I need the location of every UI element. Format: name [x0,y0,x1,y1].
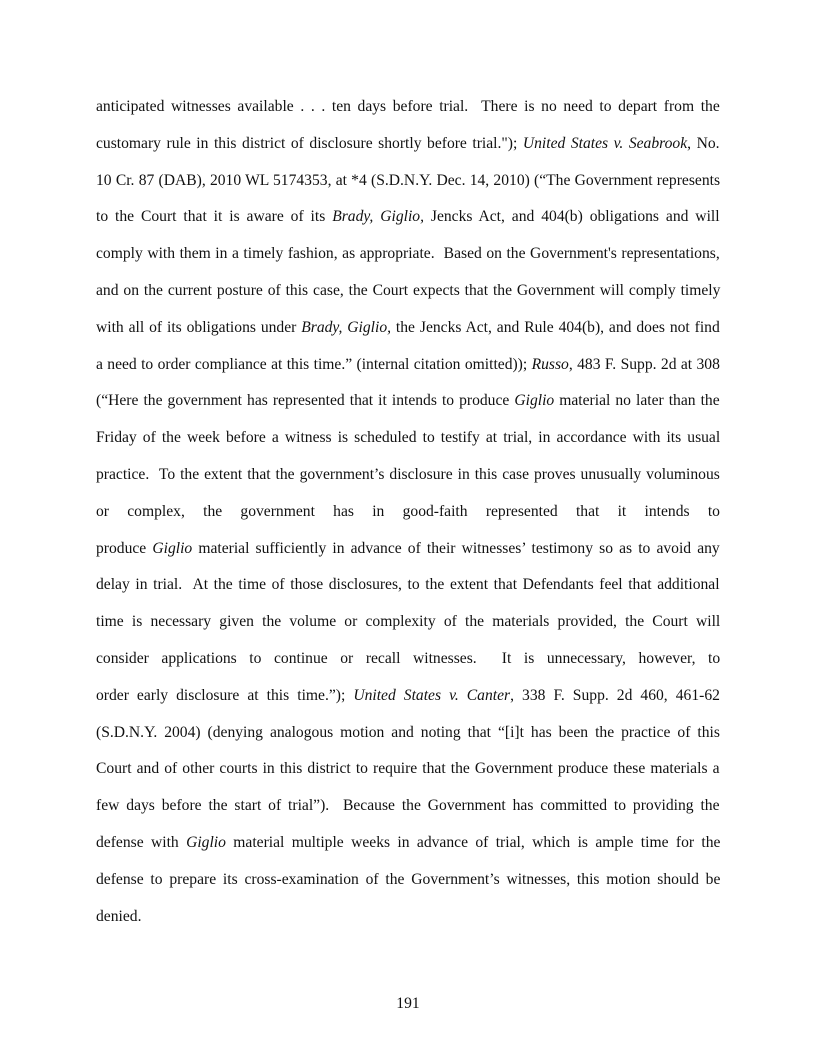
text-run: (“Here the government has represented that it intends to produce [96,392,515,410]
text-run: Court and of other courts in this district to require that the Government produce these materials a [96,760,720,778]
text-run: to the Court that it is aware of its [96,208,333,226]
text-run: , No. [687,134,720,152]
text-line [96,788,720,825]
text-run: time is necessary given the volume or complexity of the materials provided, the Court will [96,613,721,631]
text-line [96,494,720,531]
text-run: with all of its obligations under [96,318,302,336]
text-run: the Jencks Act, and Rule 404(b), and does not find [391,318,720,336]
text-run: a need to order compliance at this time.” (internal citation omitted)); [96,355,532,373]
page-number: 191 [396,995,420,1012]
text-line [96,457,720,494]
text-run: , 483 F. Supp. 2d at 308 [568,355,720,373]
text-run: practice. To the extent that the government’s disclosure in this case proves unusually voluminous [96,465,720,483]
italic-citation: Giglio [186,833,226,851]
text-run: few days before the start of trial”). Because the Government has committed to providing the [96,797,720,815]
text-line [96,163,720,200]
text-line [96,715,720,752]
text-line [96,899,720,936]
text-line [96,604,720,641]
text-run: Friday of the week before a witness is scheduled to testify at trial, in accordance with its usual [96,429,721,447]
text-run: defense to prepare its cross-examination of the Government’s witnesses, this motion should be [96,870,721,888]
document-body [96,89,720,935]
text-run: customary rule in this district of disclosure shortly before trial."); [96,134,523,152]
text-line [96,126,720,163]
text-run: material multiple weeks in advance of trial, which is ample time for the [225,833,721,851]
text-run: comply with them in a timely fashion, as appropriate. Based on the Government's representations, [96,245,720,263]
text-run: produce [96,539,153,557]
italic-citation: United States v. Seabrook [522,134,688,152]
text-line [96,347,720,384]
text-line [96,273,720,310]
text-line [96,236,720,273]
text-run: or complex, the government has in good-faith represented that it intends to [96,502,720,520]
text-line [96,825,720,862]
text-line [96,678,720,715]
text-line [96,199,720,236]
italic-citation: United States v. Canter [353,686,511,704]
italic-citation: Giglio [514,392,555,410]
text-line [96,89,720,126]
text-line [96,531,720,568]
text-run: consider applications to continue or recall witnesses. It is unnecessary, however, to [96,649,721,667]
text-run: 10 Cr. 87 (DAB), 2010 WL 5174353, at *4 (S.D.N.Y. Dec. 14, 2010) (“The Government represents [96,171,721,189]
text-line [96,567,720,604]
text-line [96,420,720,457]
text-run: delay in trial. At the time of those disclosures, to the extent that Defendants feel that additional [96,576,720,594]
italic-citation: Giglio [152,539,193,557]
text-run: defense with [96,833,187,851]
text-run: , 338 F. Supp. 2d 460, 461-62 [510,686,720,704]
text-run: material sufficiently in advance of their witnesses’ testimony so as to avoid any [192,539,720,557]
text-run: material no later than the [554,392,720,410]
italic-citation: Brady, Giglio, [301,318,392,336]
text-run: and on the current posture of this case, the Court expects that the Government will comply timely [96,281,721,299]
italic-citation: Brady, Giglio, [332,208,424,226]
italic-citation: Russo [531,355,569,373]
text-line [96,383,720,420]
text-run: order early disclosure at this time.”); [96,686,354,704]
text-run: Jencks Act, and 404(b) obligations and will [423,208,720,226]
text-run: anticipated witnesses available . . . ten days before trial. There is no need to depart from the [96,98,720,115]
text-line [96,310,720,347]
text-line [96,641,720,678]
text-run: (S.D.N.Y. 2004) (denying analogous motion and noting that “[i]t has been the practice of this [96,723,720,741]
text-line [96,862,720,899]
text-run: denied. [96,907,142,925]
text-line [96,751,720,788]
